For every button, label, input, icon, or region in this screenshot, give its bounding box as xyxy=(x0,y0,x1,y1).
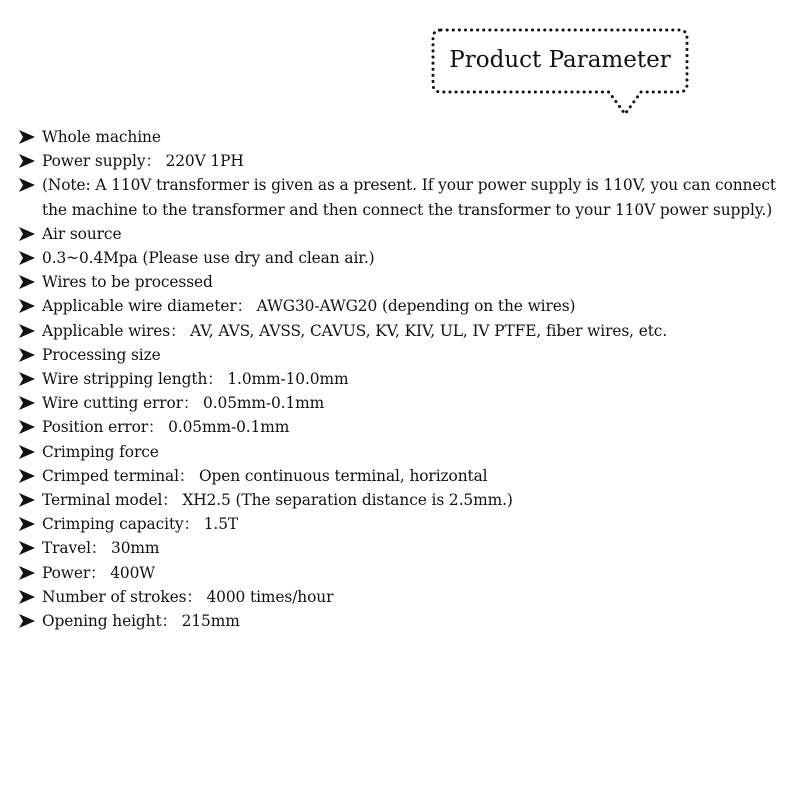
arrowhead-bullet-icon xyxy=(18,391,42,415)
list-item xyxy=(18,488,788,512)
list-item xyxy=(18,222,788,246)
page-title: Product Parameter xyxy=(449,47,671,73)
arrowhead-bullet-icon xyxy=(18,222,42,246)
parameter-text: Terminal model： XH2.5 (The separation distance is 2.5mm.) xyxy=(42,491,513,510)
arrowhead-bullet-icon xyxy=(18,561,42,585)
parameter-text: Power： 400W xyxy=(42,563,156,582)
list-item xyxy=(18,319,788,343)
list-item xyxy=(18,270,788,294)
arrowhead-bullet-icon xyxy=(18,125,42,149)
list-item xyxy=(18,440,788,464)
parameter-text: Travel： 30mm xyxy=(42,539,160,558)
arrowhead-bullet-icon xyxy=(18,488,42,512)
list-item xyxy=(18,391,788,415)
arrowhead-bullet-icon xyxy=(18,585,42,609)
parameter-text: Applicable wires： AV, AVS, AVSS, CAVUS, KV, KIV, UL, IV PTFE, fiber wires, etc. xyxy=(42,321,668,340)
parameter-text: Crimping force xyxy=(42,442,159,461)
arrowhead-bullet-icon xyxy=(18,246,42,270)
parameter-text: Wires to be processed xyxy=(42,273,213,292)
list-item xyxy=(18,343,788,367)
list-item xyxy=(18,609,788,633)
list-item xyxy=(18,561,788,585)
list-item xyxy=(18,512,788,536)
parameter-text: Processing size xyxy=(42,345,161,364)
parameter-text: Opening height： 215mm xyxy=(42,612,240,631)
parameter-text: Wire stripping length： 1.0mm-10.0mm xyxy=(42,370,349,389)
arrowhead-bullet-icon xyxy=(18,440,42,464)
parameter-text: Number of strokes： 4000 times/hour xyxy=(42,587,334,606)
parameter-text: Whole machine xyxy=(42,128,161,146)
parameter-text: Power supply： 220V 1PH xyxy=(42,152,244,171)
list-item xyxy=(18,173,788,221)
arrowhead-bullet-icon xyxy=(18,536,42,560)
parameter-text: Crimping capacity： 1.5T xyxy=(42,515,239,534)
arrowhead-bullet-icon xyxy=(18,512,42,536)
parameter-text: Wire cutting error： 0.05mm-0.1mm xyxy=(42,394,325,413)
arrowhead-bullet-icon xyxy=(18,270,42,294)
list-item xyxy=(18,149,788,173)
list-item xyxy=(18,464,788,488)
parameter-text: Applicable wire diameter： AWG30-AWG20 (depending on the wires) xyxy=(42,297,576,316)
arrowhead-bullet-icon xyxy=(18,464,42,488)
product-parameter-callout xyxy=(431,28,689,94)
parameter-text: Position error： 0.05mm-0.1mm xyxy=(42,418,290,437)
arrowhead-bullet-icon xyxy=(18,294,42,318)
arrowhead-bullet-icon xyxy=(18,343,42,367)
list-item xyxy=(18,585,788,609)
arrowhead-bullet-icon xyxy=(18,415,42,439)
arrowhead-bullet-icon xyxy=(18,149,42,173)
arrowhead-bullet-icon xyxy=(18,319,42,343)
list-item xyxy=(18,415,788,439)
list-item xyxy=(18,536,788,560)
list-item xyxy=(18,246,788,270)
parameter-text: Air source xyxy=(42,224,122,243)
parameter-list xyxy=(18,125,788,633)
list-item xyxy=(18,367,788,391)
arrowhead-bullet-icon xyxy=(18,609,42,633)
parameter-text: Crimped terminal： Open continuous terminal, horizontal xyxy=(42,466,488,485)
arrowhead-bullet-icon xyxy=(18,173,42,197)
parameter-text: (Note: A 110V transformer is given as a present. If your power supply is 110V, you can connect the machine to the transformer and then connect the transformer to your 110V power supply.) xyxy=(42,176,776,219)
list-item xyxy=(18,294,788,318)
list-item xyxy=(18,125,788,149)
parameter-text: 0.3~0.4Mpa (Please use dry and clean air.) xyxy=(42,249,375,268)
arrowhead-bullet-icon xyxy=(18,367,42,391)
